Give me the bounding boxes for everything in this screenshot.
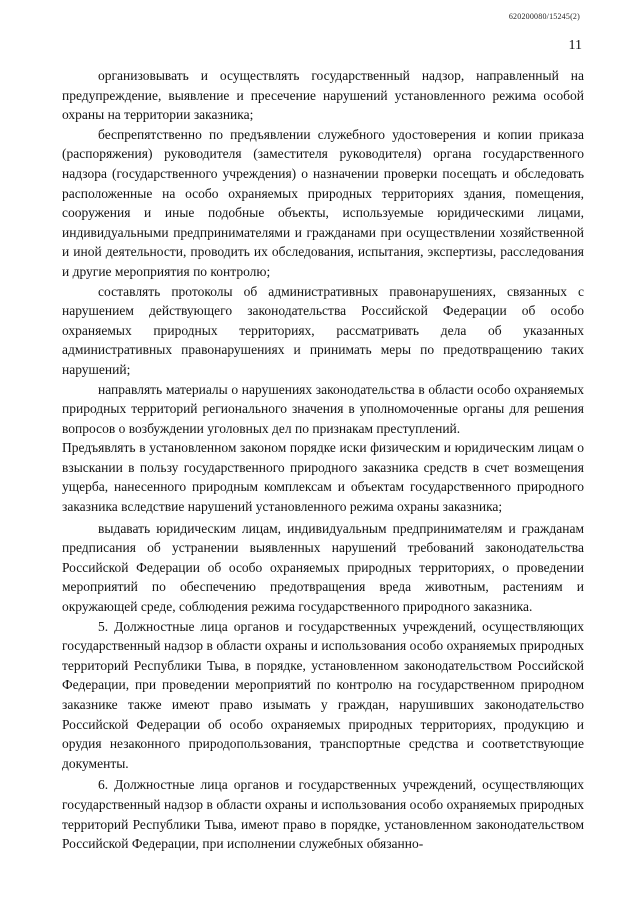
page-number: 11 xyxy=(568,38,582,53)
paragraph: 6. Должностные лица органов и государственных учреждений, осуществляющих государственный надзор в области охраны и использования особо охраняемых природных территорий Республики Тыва, имеют право в порядке, установленном законодательством Российской Федерации, при исполнении служебных обязанно- xyxy=(62,777,584,852)
paragraph: составлять протоколы об административных правонарушениях, связанных с нарушением действующего законодательства Российской Федерации об особо охраняемых природных территориях, рассматривать дела об указанных административных правонарушениях и принимать меры по предотвращению таких нарушений; xyxy=(62,283,584,377)
paragraph: направлять материалы о нарушениях законодательства в области особо охраняемых природных территорий регионального значения в уполномоченные органы для решения вопросов о возбуждении уголовных дел по признакам преступлений. xyxy=(62,381,584,436)
paragraph: беспрепятственно по предъявлении служебного удостоверения и копии приказа (распоряжения) руководителя (заместителя руководителя) органа государственного надзора (государственного учреждения) о назначении проверки посещать и обследовать расположенные на особо охраняемых природных территориях здания, помещения, сооружения и иные подобные объекты, используемые юридическими лицами, индивидуальными предпринимателями и гражданами при осуществлении хозяйственной и иной деятельности, проводить их обследования, испытания, экспертизы, расследования и другие мероприятия по контролю; xyxy=(62,126,584,279)
document-code: 620200080/15245(2) xyxy=(508,12,580,21)
paragraph: организовывать и осуществлять государственный надзор, направленный на предупреждение, выявление и пресечение нарушений установленного режима особой охраны на территории заказника; xyxy=(62,68,584,123)
paragraph: выдавать юридическим лицам, индивидуальным предпринимателям и гражданам предписания об устранении выявленных нарушений требований законодательства Российской Федерации об особо охраняемых природных территориях, о проведении мероприятий по обеспечению предотвращения вреда животным, растениям и окружающей среде, соблюдения режима государственного природного заказника. xyxy=(62,520,584,615)
paragraph: Предъявлять в установленном законом порядке иски физическим и юридическим лицам о взыскании в пользу государственного природного заказника средств в счет возмещения ущерба, нанесенного природным комплексам и объектам государственного природного заказника вследствие нарушений установленного режима охраны заказника; xyxy=(62,440,584,515)
paragraph: 5. Должностные лица органов и государственных учреждений, осуществляющих государственный надзор в области охраны и использования особо охраняемых природных территорий Республики Тыва, в порядке, установленном законодательством Российской Федерации, при проведении мероприятий по контролю на государственном природном заказнике также имеют право изымать у граждан, нарушивших законодательство Российской Федерации об особо охраняемых природных территориях, продукцию и орудия незаконного природопользования, транспортные средства и соответствующие документы. xyxy=(62,618,584,771)
document-body xyxy=(62,66,584,854)
